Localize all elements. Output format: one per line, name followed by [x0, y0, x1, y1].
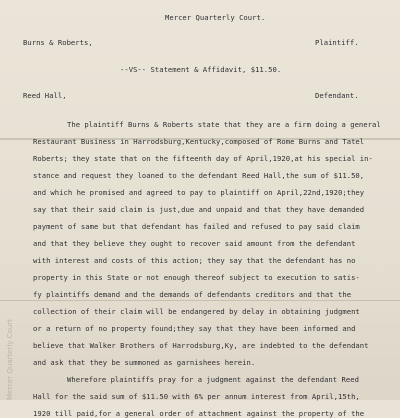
body-line: The plaintiff Burns & Roberts state that they are a firm doing a general — [67, 120, 381, 129]
body-line: Restaurant Business in Harrodsburg,Kentucky,composed of Rome Burns and Tatel — [33, 137, 365, 146]
body-line: payment of same but that defendant has failed and refused to pay said claim — [33, 222, 360, 231]
court-heading: Mercer Quarterly Court. — [165, 13, 266, 22]
body-line: fy plaintiffs demand and the demands of defendants creditors and that the — [33, 290, 352, 299]
body-line: stance and request they loaned to the defendant Reed Hall,the sum of $11.50, — [33, 171, 365, 180]
body-line: and ask that they be summoned as garnishees herein. — [33, 358, 256, 367]
body-line: collection of their claim will be endangered by delay in obtaining judgment — [33, 307, 360, 316]
body-line: and that they believe they ought to recover said amount from the defendant — [33, 239, 356, 248]
case-caption: --VS-- Statement & Affidavit, $11.50. — [120, 65, 282, 74]
body-line: say that their said claim is just,due and unpaid and that they have demanded — [33, 205, 365, 214]
plaintiff-role: Plaintiff. — [315, 38, 359, 47]
plaintiff-name: Burns & Roberts, — [23, 38, 93, 47]
defendant-role: Defendant. — [315, 91, 359, 100]
body-line: 1920 till paid,for a general order of attachment against the property of the — [33, 409, 365, 418]
paper-fold — [0, 300, 400, 301]
body-line: Wherefore plaintiffs pray for a judgment against the defendant Reed — [67, 375, 359, 384]
body-line: Roberts; they state that on the fifteenth day of April,1920,at his special in- — [33, 154, 373, 163]
margin-stamp: Mercer Quarterly Court — [6, 319, 14, 400]
body-line: with interest and costs of this action; they say that the defendant has no — [33, 256, 356, 265]
defendant-name: Reed Hall, — [23, 91, 67, 100]
body-line: and which he promised and agreed to pay to plaintiff on April,22nd,1920;they — [33, 188, 365, 197]
body-line: property in this State or not enough thereof subject to execution to satis- — [33, 273, 360, 282]
body-line: believe that Walker Brothers of Harrodsburg,Ky, are indebted to the defendant — [33, 341, 369, 350]
body-line: or a return of no property found;they say that they have been informed and — [33, 324, 356, 333]
body-line: Hall for the said sum of $11.50 with 6% per annum interest from April,15th, — [33, 392, 360, 401]
